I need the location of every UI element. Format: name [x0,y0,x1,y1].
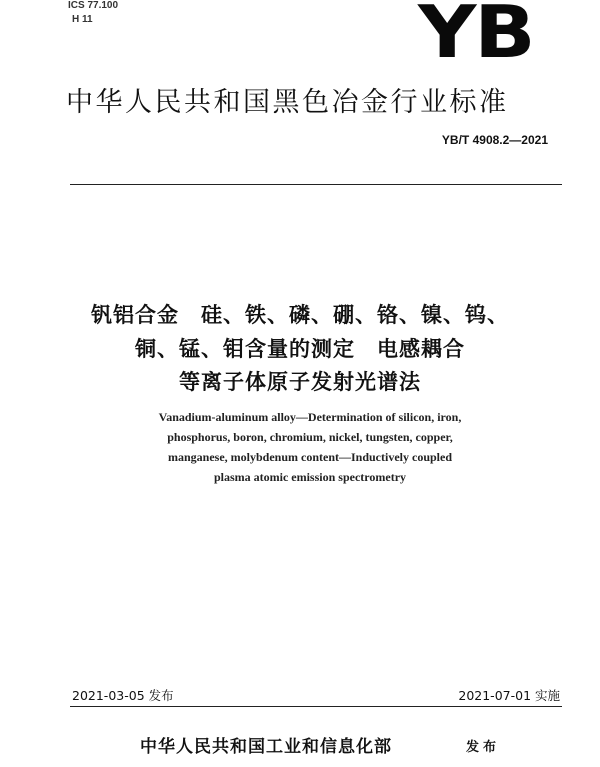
yb-logo: YB [418,0,534,74]
standard-number: YB/T 4908.2—2021 [441,133,548,147]
standard-category: 中华人民共和国黑色冶金行业标准 [66,87,509,118]
header-divider [70,184,562,185]
en-title-line-2: phosphorus, boron, chromium, nickel, tungsten, copper, [167,430,453,444]
implement-date: 2021-07-01 实施 [458,688,560,703]
en-title-line-3: manganese, molybdenum content—Inductively coupled [167,450,453,464]
en-title-line-4: plasma atomic emission spectrometry [213,470,407,484]
en-title-line-1: Vanadium-aluminum alloy—Determination of silicon, iron, [158,410,462,424]
zh-title-line-1: 钒铝合金 硅、铁、磷、硼、铬、镍、钨、 [91,303,509,327]
footer-divider [70,706,562,707]
issue-label: 发布 [466,740,501,755]
publish-date: 2021-03-05 发布 [72,688,174,703]
issuing-authority: 中华人民共和国工业和信息化部 [140,737,392,757]
ccs-code: H 11 [72,14,93,25]
ics-code: ICS 77.100 [68,0,119,11]
zh-title-line-3: 等离子体原子发射光谱法 [179,370,421,394]
zh-title-line-2: 铜、锰、钼含量的测定 电感耦合 [135,337,465,361]
